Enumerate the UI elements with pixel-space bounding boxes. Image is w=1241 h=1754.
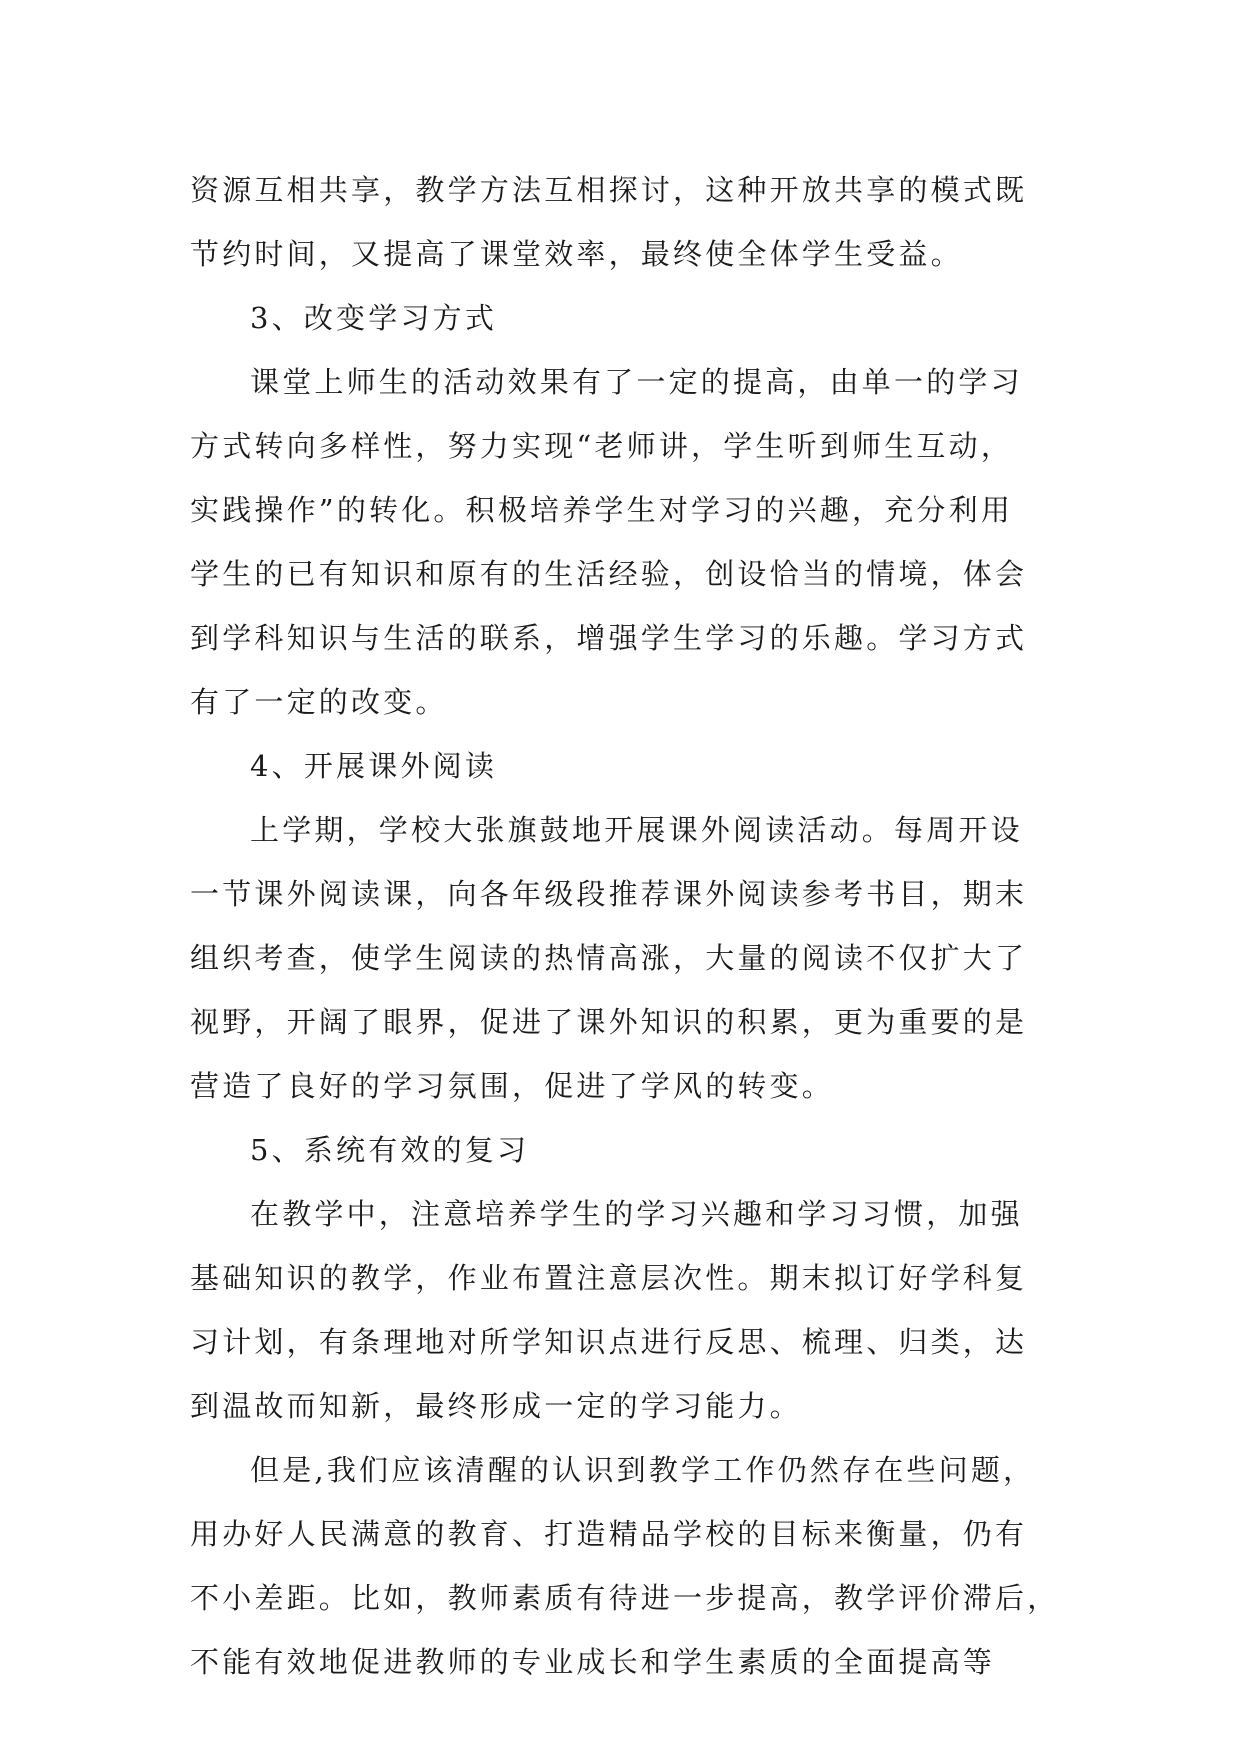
paragraph-line: 一节课外阅读课，向各年级段推荐课外阅读参考书目，期末 bbox=[190, 877, 1028, 911]
paragraph-line: 营造了良好的学习氛围，促进了学风的转变。 bbox=[190, 1069, 835, 1103]
section-heading: 4、开展课外阅读 bbox=[250, 749, 498, 783]
paragraph-line: 不能有效地促进教师的专业成长和学生素质的全面提高等 bbox=[190, 1645, 996, 1679]
paragraph-line: 到学科知识与生活的联系，增强学生学习的乐趣。学习方式 bbox=[190, 621, 1028, 655]
paragraph-line: 方式转向多样性，努力实现“老师讲，学生听到师生互动， bbox=[190, 429, 1014, 463]
paragraph-line: 不小差距。比如，教师素质有待进一步提高，教学评价滞后， bbox=[190, 1581, 1060, 1615]
section-heading: 5、系统有效的复习 bbox=[250, 1133, 530, 1167]
paragraph-line: 节约时间，又提高了课堂效率，最终使全体学生受益。 bbox=[190, 237, 963, 271]
paragraph-line: 但是,我们应该清醒的认识到教学工作仍然存在些问题， bbox=[250, 1453, 1036, 1487]
paragraph-line: 视野，开阔了眼界，促进了课外知识的积累，更为重要的是 bbox=[190, 1005, 1028, 1039]
document-body bbox=[190, 158, 1060, 1694]
paragraph-line: 组织考查，使学生阅读的热情高涨，大量的阅读不仅扩大了 bbox=[190, 941, 1028, 975]
paragraph-line: 资源互相共享，教学方法互相探讨，这种开放共享的模式既 bbox=[190, 173, 1028, 207]
paragraph-line: 在教学中，注意培养学生的学习兴趣和学习习惯，加强 bbox=[250, 1197, 1023, 1231]
section-heading: 3、改变学习方式 bbox=[250, 301, 498, 335]
paragraph-line: 习计划，有条理地对所学知识点进行反思、梳理、归类，达 bbox=[190, 1325, 1028, 1359]
paragraph-line: 课堂上师生的活动效果有了一定的提高，由单一的学习 bbox=[250, 365, 1023, 399]
paragraph-line: 学生的已有知识和原有的生活经验，创设恰当的情境，体会 bbox=[190, 557, 1028, 591]
paragraph-line: 上学期，学校大张旗鼓地开展课外阅读活动。每周开设 bbox=[250, 813, 1023, 847]
paragraph-line: 到温故而知新，最终形成一定的学习能力。 bbox=[190, 1389, 802, 1423]
paragraph-line: 基础知识的教学，作业布置注意层次性。期末拟订好学科复 bbox=[190, 1261, 1028, 1295]
paragraph-line: 用办好人民满意的教育、打造精品学校的目标来衡量，仍有 bbox=[190, 1517, 1028, 1551]
paragraph-line: 实践操作”的转化。积极培养学生对学习的兴趣，充分利用 bbox=[190, 493, 1014, 527]
paragraph-line: 有了一定的改变。 bbox=[190, 685, 448, 719]
